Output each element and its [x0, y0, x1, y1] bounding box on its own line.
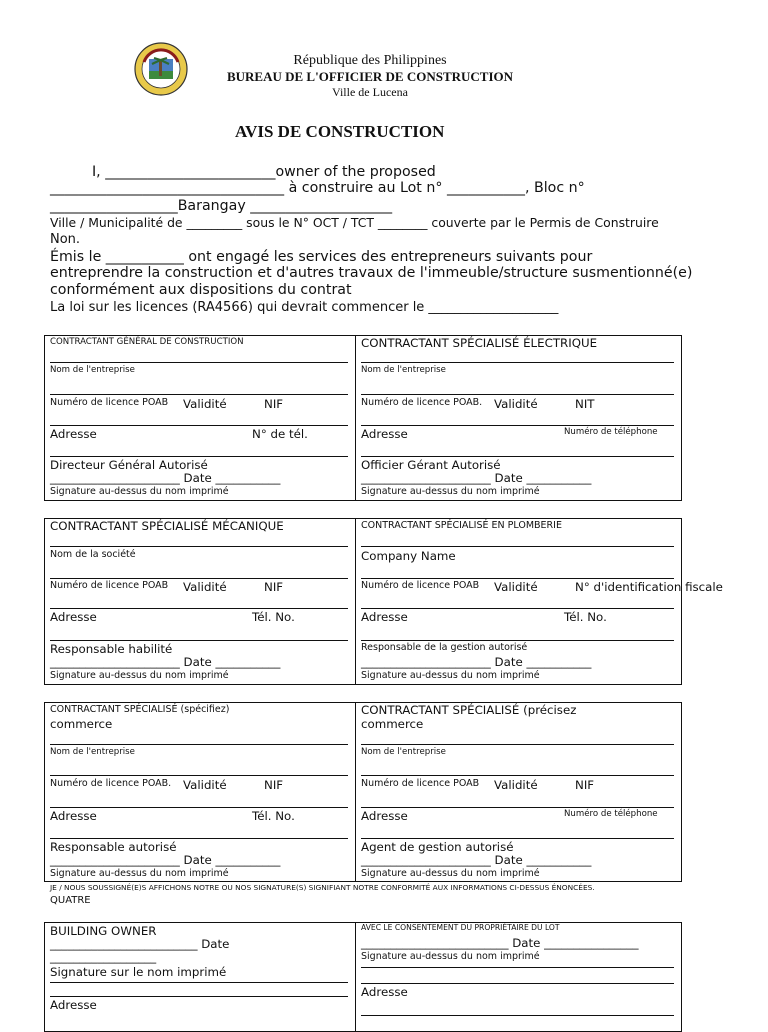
signature-label: Signature sur le nom imprimé — [50, 965, 227, 979]
phone-label: Tél. No. — [564, 610, 607, 624]
officer-label: Directeur Général Autorisé — [50, 458, 208, 472]
validity-label: Validité — [183, 397, 227, 411]
agreement-statement: JE / NOUS SOUSSIGNÉ(E)S AFFICHONS NOTRE OU NOS SIGNATURE(S) SIGNIFIANT NOTRE CONFORMITÉ AUX INFORMATIONS CI-DESSUS ÉNONCÉES. — [50, 883, 595, 892]
contractor-box-1 — [44, 335, 682, 501]
mechanical-contractor-section — [45, 519, 355, 684]
section-subtitle: commerce — [50, 717, 113, 731]
signature-label: Signature au-dessus du nom imprimé — [361, 951, 540, 962]
company-name-label: Nom de la société — [50, 549, 136, 560]
company-name-label: Nom de l'entreprise — [50, 747, 135, 757]
tax-id-label: NIT — [575, 397, 595, 411]
intro-line-1: I, ________________________owner of the proposed — [92, 164, 436, 180]
intro-line-8: conformément aux dispositions du contrat — [50, 282, 352, 298]
specialty-contractor-section-right — [356, 703, 683, 881]
validity-label: Validité — [183, 778, 227, 792]
address-label: Adresse — [50, 809, 97, 823]
address-label: Adresse — [361, 985, 408, 999]
validity-label: Validité — [183, 580, 227, 594]
tax-id-label: NIF — [264, 778, 284, 792]
phone-label: Numéro de téléphone — [564, 427, 658, 437]
license-label: Numéro de licence POAB — [50, 397, 169, 408]
address-label: Adresse — [361, 427, 408, 441]
intro-line-5: Non. — [50, 232, 81, 247]
signature-label: Signature au-dessus du nom imprimé — [50, 868, 229, 879]
general-contractor-section — [45, 336, 355, 500]
building-owner-section — [45, 923, 355, 1031]
section-title: CONTRACTANT GÉNÉRAL DE CONSTRUCTION — [50, 337, 244, 347]
intro-line-2: _________________________________ à construire au Lot n° ___________, Bloc n° — [50, 180, 585, 196]
license-label: Numéro de licence POAB — [361, 778, 480, 789]
contractor-box-2 — [44, 518, 723, 685]
plumbing-contractor-section — [356, 519, 723, 684]
signature-date-line: ______________________ Date ___________ — [50, 655, 281, 669]
officer-label: Officier Gérant Autorisé — [361, 458, 501, 472]
signature-date-line: ______________________ Date ___________ — [50, 471, 281, 485]
specialty-contractor-section-left — [45, 703, 355, 881]
section-title: CONTRACTANT SPÉCIALISÉ MÉCANIQUE — [50, 519, 284, 533]
tax-id-label: N° d'identification fiscale — [575, 580, 723, 594]
section-title: AVEC LE CONSENTEMENT DU PROPRIÉTAIRE DU LOT — [361, 923, 560, 932]
tax-id-label: NIF — [264, 580, 284, 594]
signature-label: Signature au-dessus du nom imprimé — [361, 670, 540, 681]
city-seal-icon — [134, 42, 188, 96]
validity-label: Validité — [494, 580, 538, 594]
tax-id-label: NIF — [264, 397, 284, 411]
address-label: Adresse — [50, 427, 97, 441]
agreement-copies: QUATRE — [50, 895, 91, 906]
validity-label: Validité — [494, 397, 538, 411]
officer-label: Responsable autorisé — [50, 840, 177, 854]
section-title: CONTRACTANT SPÉCIALISÉ (spécifiez) — [50, 704, 230, 715]
section-title: CONTRACTANT SPÉCIALISÉ ÉLECTRIQUE — [361, 336, 598, 350]
license-label: Numéro de licence POAB — [361, 580, 480, 591]
section-title: CONTRACTANT SPÉCIALISÉ EN PLOMBERIE — [361, 520, 562, 531]
validity-label: Validité — [494, 778, 538, 792]
address-label: Adresse — [50, 998, 97, 1012]
electrical-contractor-section — [356, 336, 683, 500]
license-label: Numéro de licence POAB. — [50, 778, 172, 789]
license-label: Numéro de licence POAB — [50, 580, 169, 591]
signature-label: Signature au-dessus du nom imprimé — [50, 486, 229, 497]
section-title: CONTRACTANT SPÉCIALISÉ (précisez — [361, 703, 577, 717]
company-name-label: Company Name — [361, 549, 456, 563]
intro-line-3: __________________Barangay ____________________ — [50, 198, 393, 214]
signature-label: Signature au-dessus du nom imprimé — [50, 670, 229, 681]
section-title: BUILDING OWNER — [50, 924, 157, 938]
intro-line-7: entreprendre la construction et d'autres travaux de l'immeuble/structure susmentionné(e) — [50, 265, 693, 281]
company-name-label: Nom de l'entreprise — [50, 365, 135, 375]
lot-owner-consent-section — [356, 923, 683, 1031]
header-bureau: BUREAU DE L'OFFICIER DE CONSTRUCTION — [226, 69, 514, 84]
header-city: Ville de Lucena — [332, 85, 408, 99]
license-label: Numéro de licence POAB. — [361, 397, 483, 408]
officer-label: Responsable de la gestion autorisé — [361, 642, 528, 653]
tax-id-label: NIF — [575, 778, 595, 792]
signature-date-line: ______________________ Date ___________ — [361, 655, 592, 669]
section-subtitle: commerce — [361, 717, 424, 731]
lot-owner-date-line: _________________________ Date ________________ — [361, 936, 639, 950]
address-label: Adresse — [361, 809, 408, 823]
owner-date-line: _________________________ Date — [50, 937, 230, 951]
signature-date-line: ______________________ Date ___________ — [361, 471, 592, 485]
signature-label: Signature au-dessus du nom imprimé — [361, 486, 540, 497]
phone-label: Tél. No. — [252, 610, 295, 624]
intro-line-6: Émis le ___________ ont engagé les services des entrepreneurs suivants pour — [50, 249, 593, 265]
address-label: Adresse — [361, 610, 408, 624]
page-title: AVIS DE CONSTRUCTION — [235, 122, 445, 141]
signature-date-line: ______________________ Date ___________ — [361, 853, 592, 867]
intro-line-4: Ville / Municipalité de _________ sous le N° OCT / TCT ________ couverte par le Permis de Construire — [50, 215, 659, 230]
company-name-label: Nom de l'entreprise — [361, 747, 446, 757]
intro-line-9: La loi sur les licences (RA4566) qui devrait commencer le ____________________ — [50, 300, 559, 315]
header-country: République des Philippines — [293, 53, 447, 68]
phone-label: Numéro de téléphone — [564, 809, 658, 819]
owner-blank-line: __________________ — [50, 950, 157, 964]
officer-label: Agent de gestion autorisé — [361, 840, 514, 854]
company-name-label: Nom de l'entreprise — [361, 365, 446, 375]
owner-box — [44, 922, 682, 1032]
phone-label: Tél. No. — [252, 809, 295, 823]
officer-label: Responsable habilité — [50, 642, 173, 656]
signature-date-line: ______________________ Date ___________ — [50, 853, 281, 867]
address-label: Adresse — [50, 610, 97, 624]
phone-label: N° de tél. — [252, 427, 308, 441]
signature-label: Signature au-dessus du nom imprimé — [361, 868, 540, 879]
contractor-box-3 — [44, 702, 682, 882]
